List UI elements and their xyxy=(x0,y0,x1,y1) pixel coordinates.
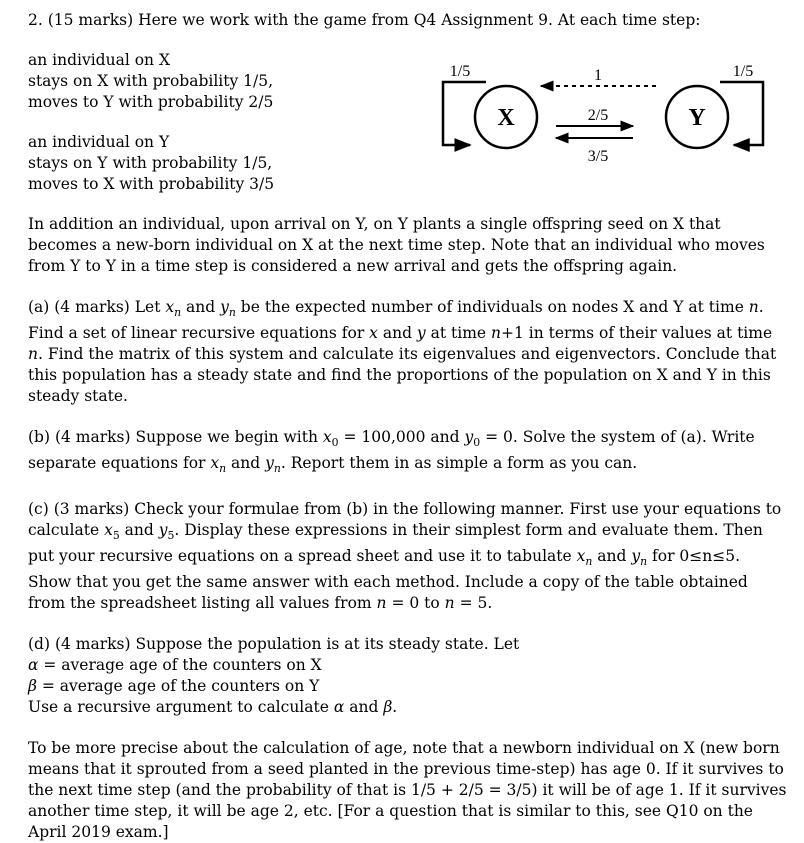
seed-label: 1 xyxy=(594,67,602,84)
node-y-label: Y xyxy=(688,105,706,131)
part-d xyxy=(28,634,788,718)
x-to-y-label: 2/5 xyxy=(587,107,609,124)
seed-paragraph: In addition an individual, upon arrival on Y, on Y plants a single offspring seed on X that becomes a new-born individual on X at the next time step. Note that an individual who moves from Y to Y in a time step is considered a new arrival and gets the offspring again. xyxy=(28,215,765,275)
rule-x-3: moves to Y with probability 2/5 xyxy=(28,93,274,111)
rule-y-3: moves to X with probability 3/5 xyxy=(28,175,275,193)
y-to-x-label: 3/5 xyxy=(587,148,609,165)
question-heading: 2. (15 marks) Here we work with the game from Q4 Assignment 9. At each time step: xyxy=(28,11,701,29)
rule-y-2: stays on Y with probability 1/5, xyxy=(28,154,273,172)
part-d-intro: (d) (4 marks) Suppose the population is at its steady state. Let xyxy=(28,635,520,653)
part-d-alpha: α = average age of the counters on X xyxy=(28,656,322,674)
part-c: (c) (3 marks) Check your formulae from (b) in the following manner. First use your equations to calculate $x_5$ and $y_5$. Display these expressions in their simplest form and evaluate them. Then put your recursive equations on a spread sheet and use it to tabulate $x_n$ and $y_n$ for 0≤n≤5. Show that you get the same answer with each method. Include a copy of the table obtained from the spreadsheet listing all values from n = 0 to n = 5. xyxy=(28,500,782,612)
rule-y-1: an individual on Y xyxy=(28,133,170,151)
final-paragraph: To be more precise about the calculation of age, note that a newborn individual on X (new born means that it sprouted from a seed planted in the previous time-step) has age 0. If it survives to the next time step (and the probability of that is 1/5 + 2/5 = 3/5) it will be of age 1. If it survives another time step, it will be age 2, etc. [For a question that is similar to this, see Q10 on the April 2019 exam.] xyxy=(28,739,787,841)
rule-x-1: an individual on X xyxy=(28,51,170,69)
part-b: (b) (4 marks) Suppose we begin with $x_0 = 100,000$ and $y_0 = 0$. Solve the system of (a). Write separate equations for $x_n$ and $y_n$. Report them in as simple a form as you can. xyxy=(28,428,755,475)
part-a: (a) (4 marks) Let $x_n$ and $y_n$ be the expected number of individuals on nodes X and Y at time n. Find a set of linear recursive equations for x and y at time n+1 in terms of their values at time n. Find the matrix of this system and calculate its eigenvalues and eigenvectors. Conclude that this population has a steady state and find the proportions of the population on X and Y in this steady state. xyxy=(28,298,777,405)
loop-x-label: 1/5 xyxy=(449,63,471,80)
part-d-task: Use a recursive argument to calculate α and β. xyxy=(28,698,398,716)
rule-x-2: stays on X with probability 1/5, xyxy=(28,72,274,90)
loop-y-label: 1/5 xyxy=(732,63,754,80)
transition-diagram xyxy=(438,62,774,172)
node-x-label: X xyxy=(497,105,515,131)
part-d-beta: β = average age of the counters on Y xyxy=(28,677,320,695)
